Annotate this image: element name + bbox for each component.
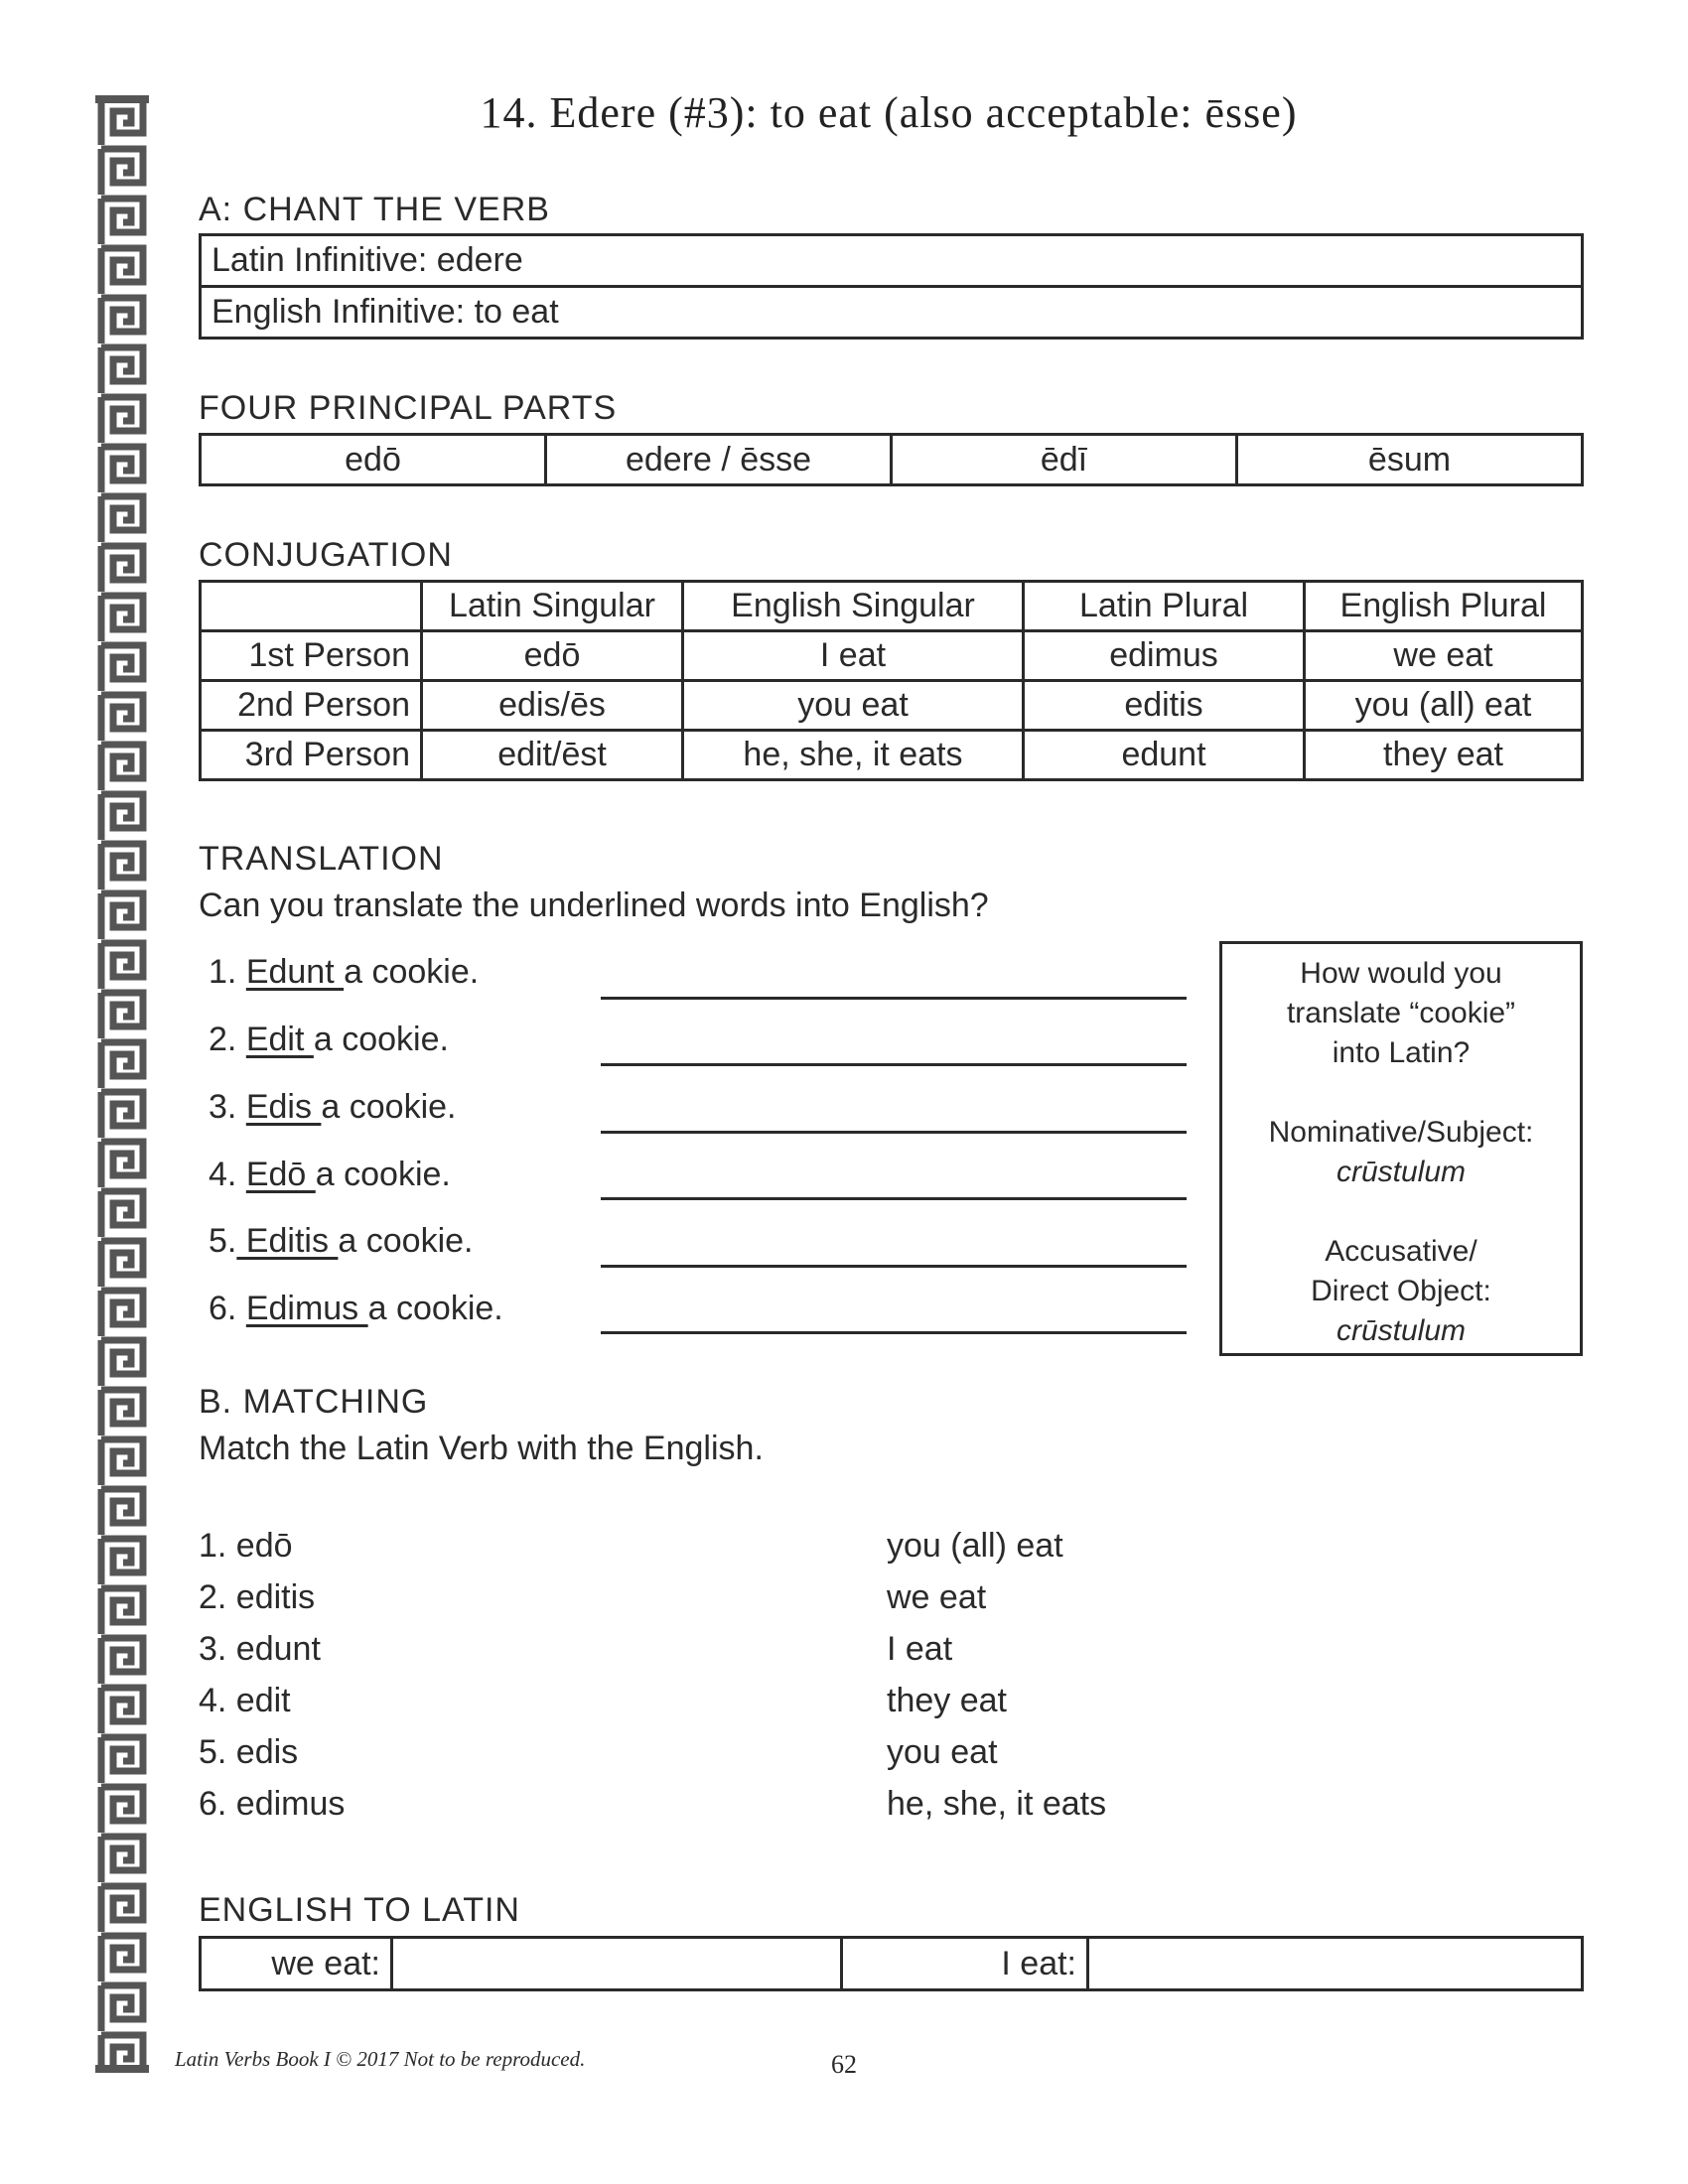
- table-cell: edunt: [1024, 731, 1305, 780]
- table-cell: 3rd Person: [201, 731, 422, 780]
- latin-infinitive: Latin Infinitive: edere: [201, 235, 1583, 287]
- match-english-item: you (all) eat: [887, 1527, 1063, 1565]
- answer-line[interactable]: [601, 1131, 1187, 1134]
- e2l-answer-we-eat[interactable]: [392, 1938, 842, 1990]
- translation-item: 5. Editis a cookie.: [209, 1222, 474, 1260]
- match-latin-item: 5. edis: [199, 1733, 299, 1771]
- table-cell: 2nd Person: [201, 681, 422, 731]
- answer-line[interactable]: [601, 1197, 1187, 1200]
- translation-item: 1. Edunt a cookie.: [209, 953, 480, 991]
- principal-parts-heading: FOUR PRINCIPAL PARTS: [199, 389, 618, 427]
- table-row: [201, 731, 1583, 780]
- conjugation-heading: CONJUGATION: [199, 536, 453, 574]
- greek-key-border: [95, 95, 149, 2073]
- table-cell: they eat: [1305, 731, 1583, 780]
- table-header: English Singular: [683, 582, 1024, 631]
- translation-item: 6. Edimus a cookie.: [209, 1290, 503, 1327]
- table-cell: he, she, it eats: [683, 731, 1024, 780]
- match-english-item: we eat: [887, 1578, 987, 1616]
- page-number: 62: [831, 2050, 857, 2079]
- match-latin-item: 1. edō: [199, 1527, 293, 1565]
- table-cell: you (all) eat: [1305, 681, 1583, 731]
- table-cell: edit/ēst: [422, 731, 683, 780]
- match-english-item: you eat: [887, 1733, 998, 1771]
- matching-heading: B. MATCHING: [199, 1383, 429, 1421]
- principal-part: ēsum: [1237, 435, 1583, 485]
- table-cell: edimus: [1024, 631, 1305, 681]
- translation-item: 2. Edit a cookie.: [209, 1021, 449, 1058]
- table-cell: editis: [1024, 681, 1305, 731]
- match-english-item: I eat: [887, 1630, 953, 1668]
- translation-prompt: Can you translate the underlined words into English?: [199, 887, 989, 924]
- table-cell: edō: [422, 631, 683, 681]
- translation-item: 4. Edō a cookie.: [209, 1156, 451, 1193]
- e2l-label-i-eat: I eat:: [842, 1938, 1088, 1990]
- translation-heading: TRANSLATION: [199, 840, 444, 878]
- match-latin-item: 4. edit: [199, 1682, 291, 1719]
- chant-table: [199, 233, 1584, 340]
- matching-prompt: Match the Latin Verb with the English.: [199, 1430, 764, 1467]
- table-row: [201, 681, 1583, 731]
- translation-item: 3. Edis a cookie.: [209, 1088, 457, 1126]
- table-cell: I eat: [683, 631, 1024, 681]
- principal-part: edere / ēsse: [546, 435, 892, 485]
- footer-credit: Latin Verbs Book I © 2017 Not to be reproduced.: [175, 2047, 586, 2071]
- english-to-latin-table: [199, 1936, 1584, 1991]
- e2l-label-we-eat: we eat:: [201, 1938, 392, 1990]
- section-a-heading: A: CHANT THE VERB: [199, 191, 550, 228]
- page-title: 14. Edere (#3): to eat (also acceptable: ēsse): [480, 88, 1298, 137]
- match-latin-item: 2. editis: [199, 1578, 316, 1616]
- table-header: English Plural: [1305, 582, 1583, 631]
- table-row: [201, 631, 1583, 681]
- table-header: Latin Plural: [1024, 582, 1305, 631]
- answer-line[interactable]: [601, 1063, 1187, 1066]
- table-cell: edis/ēs: [422, 681, 683, 731]
- table-cell: we eat: [1305, 631, 1583, 681]
- answer-line[interactable]: [601, 997, 1187, 1000]
- principal-parts-table: [199, 433, 1584, 486]
- answer-line[interactable]: [601, 1265, 1187, 1268]
- principal-part: edō: [201, 435, 546, 485]
- cookie-hint-box: How would you translate “cookie” into Latin? Nominative/Subject: crūstulum Accusative/ Direct Object: crūstulum: [1219, 941, 1583, 1356]
- table-cell: you eat: [683, 681, 1024, 731]
- principal-part: ēdī: [892, 435, 1237, 485]
- match-latin-item: 3. edunt: [199, 1630, 321, 1668]
- table-cell: 1st Person: [201, 631, 422, 681]
- english-infinitive: English Infinitive: to eat: [201, 287, 1583, 339]
- match-english-item: he, she, it eats: [887, 1785, 1107, 1823]
- match-english-item: they eat: [887, 1682, 1007, 1719]
- english-to-latin-heading: ENGLISH TO LATIN: [199, 1891, 520, 1929]
- match-latin-item: 6. edimus: [199, 1785, 346, 1823]
- table-header: Latin Singular: [422, 582, 683, 631]
- table-header: [201, 582, 422, 631]
- answer-line[interactable]: [601, 1331, 1187, 1334]
- table-header-row: [201, 582, 1583, 631]
- e2l-answer-i-eat[interactable]: [1088, 1938, 1583, 1990]
- conjugation-table: [199, 580, 1584, 781]
